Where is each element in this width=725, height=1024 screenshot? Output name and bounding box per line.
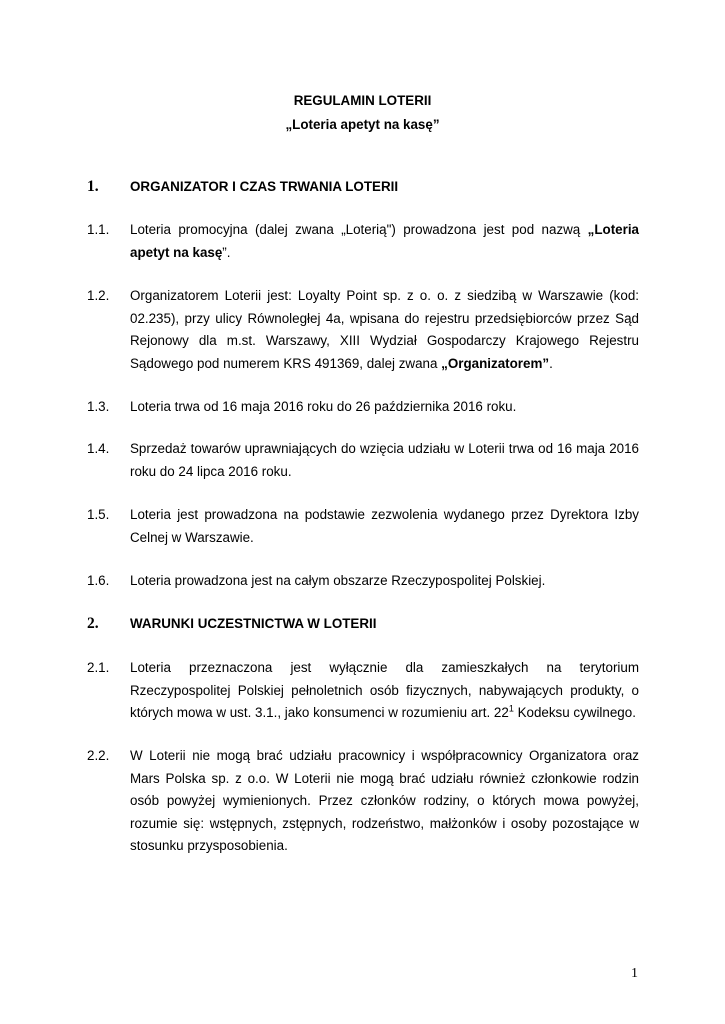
document-title: REGULAMIN LOTERII [293,93,432,108]
section-number: 1. [87,178,99,195]
clause-text: Loteria prowadzona jest na całym obszarze Rzeczypospolitej Polskiej. [130,573,546,588]
clause-text: Loteria trwa od 16 maja 2016 roku do 26 października 2016 roku. [130,399,517,414]
section-heading: ORGANIZATOR I CZAS TRWANIA LOTERII [130,179,399,194]
section-heading: WARUNKI UCZESTNICTWA W LOTERII [130,616,377,631]
clause-bold-text: „Organizatorem” [441,355,550,371]
clause-text: Loteria przeznaczona jest wyłącznie dla zamieszkałych na terytorium Rzeczypospolitej Polskiej pełnoletnich osób fizycznych, nabywających produkty, o których mowa w ust. 3.1., jako konsumenci w rozumieniu art. $22^1$ Kodeksu cywilnego. [130,660,639,720]
document-subtitle: „Loteria apetyt na kasę” [285,117,440,132]
clause-number: 2.1. [87,660,110,675]
clause-number: 2.2. [87,748,110,763]
clause-text: Loteria jest prowadzona na podstawie zezwolenia wydanego przez Dyrektora Izby Celnej w Warszawie. [130,507,639,545]
clause-number: 1.3. [87,399,110,414]
superscript: 1 [508,703,514,714]
clause-number: 1.1. [87,222,110,237]
clause-text: Loteria promocyjna (dalej zwana „Loterią") prowadzona jest pod nazwą „Loteria apetyt na kasę”. [130,222,639,260]
clause-bold-text: „Loteria apetyt na kasę [130,222,639,260]
clause-text: Organizatorem Loterii jest: Loyalty Point sp. z o. o. z siedzibą w Warszawie (kod: 02.235), przy ulicy Równoległej 4a, wpisana do rejestru przedsiębiorców przez Sąd Rejonowy dla m.st. Warszawy, XIII Wydział Gospodarczy Krajowego Rejestru Sądowego pod numerem KRS 491369, dalej zwana „Organizatorem”. [130,288,639,371]
page-number: 1 [631,966,638,981]
clause-number: 1.6. [87,573,110,588]
clause-number: 1.4. [87,441,110,456]
clause-text: Sprzedaż towarów uprawniających do wzięcia udziału w Loterii trwa od 16 maja 2016 roku do 24 lipca 2016 roku. [130,441,639,479]
section-number: 2. [87,615,99,632]
clause-text: W Loterii nie mogą brać udziału pracownicy i współpracownicy Organizatora oraz Mars Polska sp. z o.o. W Loterii nie mogą brać udziału również członkowie rodzin osób powyżej wymienionych. Przez członków rodziny, o których mowa powyżej, rozumie się: wstępnych, zstępnych, rodzeństwo, małżonków i osoby pozostające w stosunku przysposobienia. [130,748,639,853]
clause-number: 1.2. [87,288,110,303]
clause-number: 1.5. [87,507,110,522]
